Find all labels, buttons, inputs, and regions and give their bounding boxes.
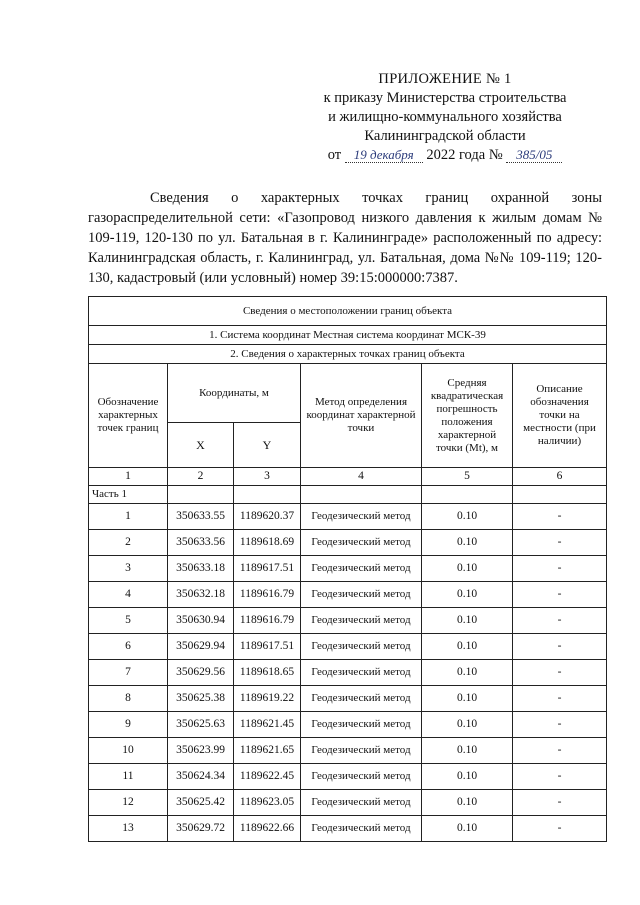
- y-coordinate-cell: 1189621.65: [234, 738, 301, 764]
- coordinate-system-row: 1. Система координат Местная система координат МСК-39: [89, 326, 607, 345]
- x-coordinate-cell: 350623.99: [168, 738, 234, 764]
- error-cell: 0.10: [422, 764, 513, 790]
- table-row: [89, 686, 607, 712]
- point-number-cell: 11: [89, 764, 168, 790]
- x-coordinate-cell: 350633.56: [168, 530, 234, 556]
- handwritten-date: 19 декабря: [345, 147, 423, 163]
- table-row: [89, 608, 607, 634]
- error-cell: 0.10: [422, 738, 513, 764]
- y-coordinate-cell: 1189620.37: [234, 504, 301, 530]
- error-cell: 0.10: [422, 504, 513, 530]
- y-coordinate-cell: 1189622.66: [234, 816, 301, 842]
- table-row: [89, 530, 607, 556]
- points-section-row: 2. Сведения о характерных точках границ объекта: [89, 345, 607, 364]
- x-coordinate-cell: 350624.34: [168, 764, 234, 790]
- description-cell: -: [513, 764, 607, 790]
- point-number-cell: 9: [89, 712, 168, 738]
- point-number-cell: 13: [89, 816, 168, 842]
- error-cell: 0.10: [422, 816, 513, 842]
- method-cell: Геодезический метод: [301, 634, 422, 660]
- method-cell: Геодезический метод: [301, 608, 422, 634]
- table-title: Сведения о местоположении границ объекта: [89, 297, 607, 326]
- column-number: 4: [301, 468, 422, 486]
- method-cell: Геодезический метод: [301, 738, 422, 764]
- description-cell: -: [513, 712, 607, 738]
- error-cell: 0.10: [422, 582, 513, 608]
- date-prefix: от: [327, 147, 342, 163]
- table-row: [89, 556, 607, 582]
- point-number-cell: 7: [89, 660, 168, 686]
- table-row: [89, 582, 607, 608]
- y-coordinate-cell: 1189617.51: [234, 556, 301, 582]
- table-row: [89, 790, 607, 816]
- y-coordinate-cell: 1189616.79: [234, 582, 301, 608]
- empty-cell: [422, 486, 513, 504]
- error-cell: 0.10: [422, 634, 513, 660]
- description-cell: -: [513, 556, 607, 582]
- appendix-date-line: [300, 146, 590, 165]
- column-number: 2: [168, 468, 234, 486]
- description-cell: -: [513, 738, 607, 764]
- appendix-line-3: Калининградской области: [364, 128, 526, 144]
- empty-cell: [513, 486, 607, 504]
- intro-paragraph: Сведения о характерных точках границ охранной зоны газораспределительной сети: «Газопровод низкого давления к жилым домам № 109-119, 120-130 по ул. Батальная в г. Калининграде» расположенный по адресу: Калининградская область, г. Калининград, ул. Батальная, дома №№ 109-119; 120-130, кадастровый (или условный) номер 39:15:000000:7387.: [88, 190, 602, 286]
- x-coordinate-cell: 350629.72: [168, 816, 234, 842]
- column-number: 1: [89, 468, 168, 486]
- error-cell: 0.10: [422, 790, 513, 816]
- header-x: X: [168, 423, 234, 468]
- error-cell: 0.10: [422, 608, 513, 634]
- table-row: [89, 504, 607, 530]
- description-cell: -: [513, 582, 607, 608]
- error-cell: 0.10: [422, 686, 513, 712]
- appendix-header: [300, 70, 590, 165]
- table-row: [89, 660, 607, 686]
- point-number-cell: 2: [89, 530, 168, 556]
- point-number-cell: 6: [89, 634, 168, 660]
- appendix-title: ПРИЛОЖЕНИЕ № 1: [378, 71, 512, 87]
- x-coordinate-cell: 350633.55: [168, 504, 234, 530]
- column-number: 5: [422, 468, 513, 486]
- header-designation: Обозначение характерных точек границ: [89, 364, 168, 468]
- error-cell: 0.10: [422, 556, 513, 582]
- point-number-cell: 5: [89, 608, 168, 634]
- empty-cell: [168, 486, 234, 504]
- y-coordinate-cell: 1189623.05: [234, 790, 301, 816]
- method-cell: Геодезический метод: [301, 764, 422, 790]
- error-cell: 0.10: [422, 530, 513, 556]
- part-label: Часть 1: [89, 486, 168, 504]
- x-coordinate-cell: 350629.56: [168, 660, 234, 686]
- method-cell: Геодезический метод: [301, 530, 422, 556]
- description-cell: -: [513, 816, 607, 842]
- x-coordinate-cell: 350625.42: [168, 790, 234, 816]
- description-cell: -: [513, 608, 607, 634]
- appendix-line-2: и жилищно-коммунального хозяйства: [328, 109, 562, 125]
- date-year: 2022 года №: [426, 147, 503, 163]
- method-cell: Геодезический метод: [301, 712, 422, 738]
- description-cell: -: [513, 634, 607, 660]
- header-error: Средняя квадратическая погрешность положения характерной точки (Mt), м: [422, 364, 513, 468]
- table-row: [89, 816, 607, 842]
- point-number-cell: 12: [89, 790, 168, 816]
- error-cell: 0.10: [422, 712, 513, 738]
- column-number: 6: [513, 468, 607, 486]
- header-description: Описание обозначения точки на местности (при наличии): [513, 364, 607, 468]
- table-row: [89, 738, 607, 764]
- table-row: [89, 712, 607, 738]
- method-cell: Геодезический метод: [301, 816, 422, 842]
- y-coordinate-cell: 1189617.51: [234, 634, 301, 660]
- boundary-points-table: [88, 296, 607, 842]
- description-cell: -: [513, 686, 607, 712]
- point-number-cell: 10: [89, 738, 168, 764]
- table-row: [89, 634, 607, 660]
- description-cell: -: [513, 660, 607, 686]
- point-number-cell: 1: [89, 504, 168, 530]
- x-coordinate-cell: 350625.63: [168, 712, 234, 738]
- point-number-cell: 3: [89, 556, 168, 582]
- y-coordinate-cell: 1189622.45: [234, 764, 301, 790]
- table-row: [89, 764, 607, 790]
- empty-cell: [301, 486, 422, 504]
- y-coordinate-cell: 1189621.45: [234, 712, 301, 738]
- handwritten-order-number: 385/05: [506, 147, 562, 163]
- x-coordinate-cell: 350633.18: [168, 556, 234, 582]
- appendix-line-1: к приказу Министерства строительства: [323, 90, 567, 106]
- method-cell: Геодезический метод: [301, 582, 422, 608]
- empty-cell: [234, 486, 301, 504]
- method-cell: Геодезический метод: [301, 686, 422, 712]
- error-cell: 0.10: [422, 660, 513, 686]
- x-coordinate-cell: 350625.38: [168, 686, 234, 712]
- y-coordinate-cell: 1189618.65: [234, 660, 301, 686]
- description-cell: -: [513, 790, 607, 816]
- x-coordinate-cell: 350629.94: [168, 634, 234, 660]
- header-coordinates: Координаты, м: [168, 364, 301, 423]
- x-coordinate-cell: 350632.18: [168, 582, 234, 608]
- point-number-cell: 4: [89, 582, 168, 608]
- x-coordinate-cell: 350630.94: [168, 608, 234, 634]
- y-coordinate-cell: 1189616.79: [234, 608, 301, 634]
- method-cell: Геодезический метод: [301, 556, 422, 582]
- method-cell: Геодезический метод: [301, 504, 422, 530]
- y-coordinate-cell: 1189618.69: [234, 530, 301, 556]
- column-number: 3: [234, 468, 301, 486]
- method-cell: Геодезический метод: [301, 790, 422, 816]
- description-cell: -: [513, 530, 607, 556]
- point-number-cell: 8: [89, 686, 168, 712]
- method-cell: Геодезический метод: [301, 660, 422, 686]
- header-method: Метод определения координат характерной точки: [301, 364, 422, 468]
- y-coordinate-cell: 1189619.22: [234, 686, 301, 712]
- description-cell: -: [513, 504, 607, 530]
- header-y: Y: [234, 423, 301, 468]
